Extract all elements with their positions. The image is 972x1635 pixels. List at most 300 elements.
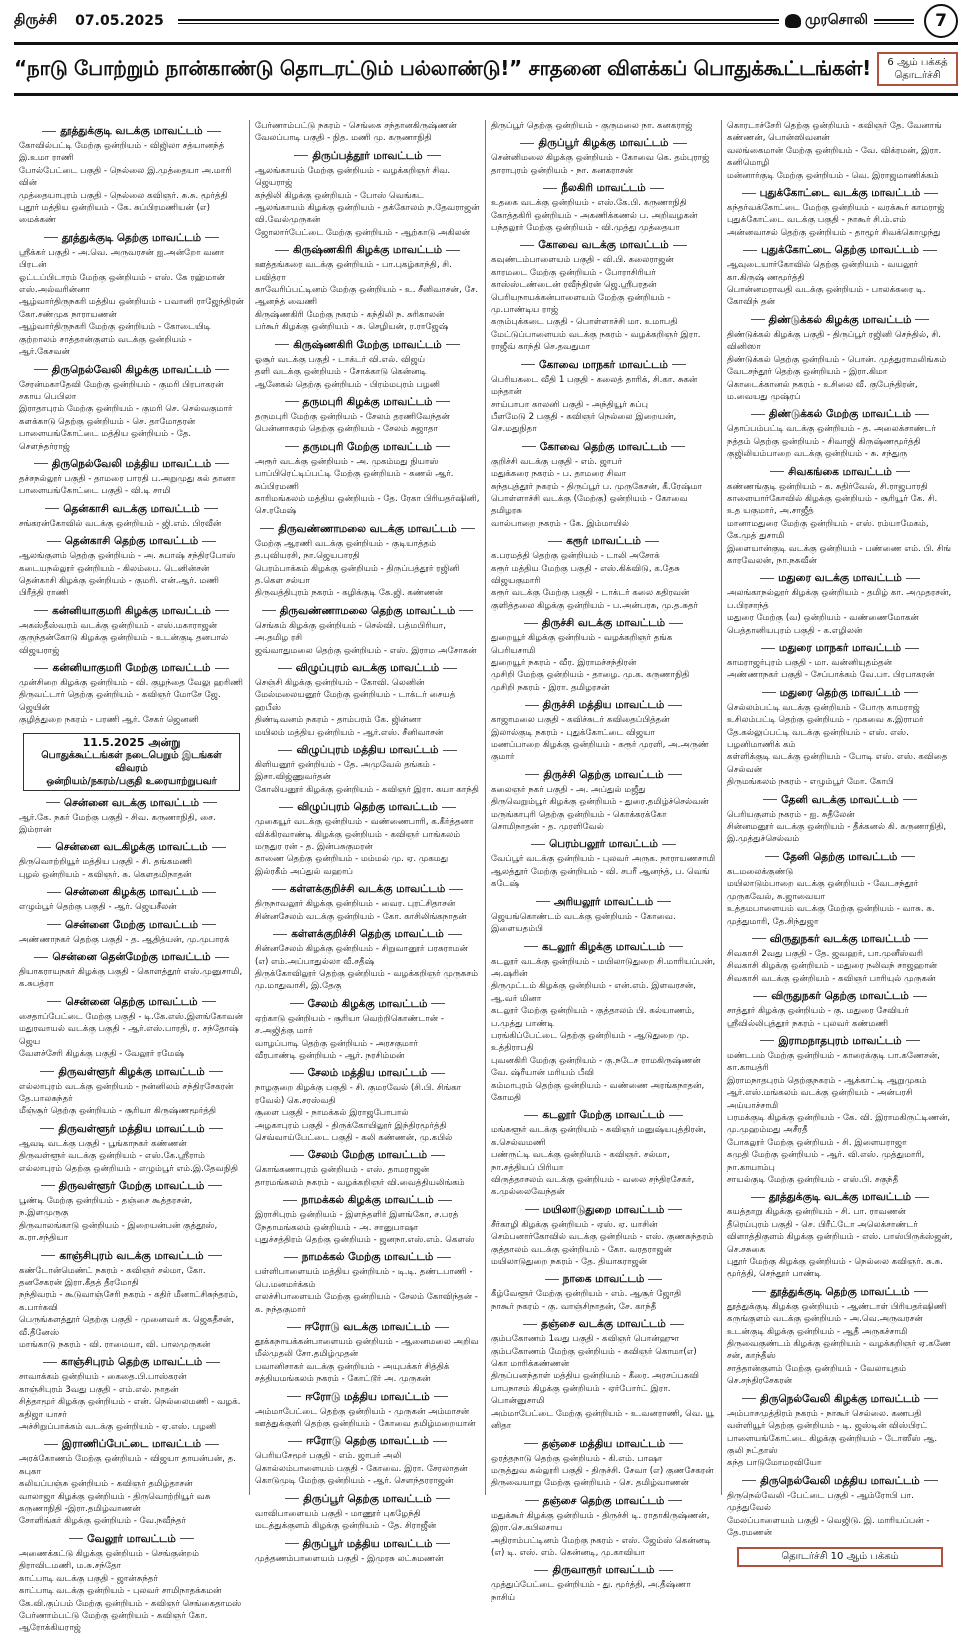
speaker-listing: பூண்டி மேற்கு ஒன்றியம் - தஞ்சை கூத்தரசன், ந.இளமுருகு — [19, 1195, 193, 1219]
masthead-rule — [178, 19, 779, 24]
speaker-listing: காட்பாடி வடக்கு ஒன்றியம் - புலவர் சாமிநாதக்கமன் — [19, 1586, 222, 1597]
district-section — [491, 120, 716, 132]
speaker-listing: குஜிலியம்பாறை வடக்கு ஒன்றியம் - சு. சந்துரு — [727, 449, 908, 460]
speaker-listing: தொப்பம்பட்டி வடக்கு ஒன்றியம் - த. அலைக்சாண்டர் — [727, 424, 936, 435]
speaker-listing: வேளச்சேரி கிழக்கு பகுதி - வேலூர் ரமேஷ் — [19, 1049, 185, 1060]
speaker-listing: கீழ்வேளூர் மேற்கு ஒன்றியம் - எம். ஆசூர் ஜோதி — [491, 1289, 682, 1300]
district-heading: சென்னை வடகிழக்கு மாவட்டம் — [19, 841, 244, 854]
district-section — [255, 998, 480, 1063]
speaker-listing: அம்மாபேட்டை மேற்கு ஒன்றியம் - உ.வனராணி, வெ. யூ னிதா — [491, 1408, 715, 1432]
columns — [14, 120, 958, 1634]
speaker-listing: அச்சிறுப்பாக்கம் வடக்கு ஒன்றியம் - ஏ.எஸ். பழனி — [19, 1422, 217, 1433]
speaker-listing: பெரியநாயக்கன்பாளையம் மேற்கு ஒன்றியம் - மு.பாண்டிய ராஜ் — [491, 292, 671, 316]
speaker-listing: திருவட்டார் தெற்கு ஒன்றியம் - கவிஞர் மோசே ஜே. ஜெயின் — [19, 690, 221, 713]
speaker-listing: திருமங்கலம் நகரம் - எழும்பூர் மோ. கோபி — [727, 777, 894, 788]
speaker-listing: பெருங்களத்தூர் தெற்கு பகுதி - முனைவர் க. ஜெகதீசன், வீ.தீனேஸ் — [19, 1315, 234, 1338]
speaker-listing: புழல் ஒன்றியம் - கவிஞர். சு. கௌதமிநாதன் — [19, 869, 192, 880]
district-heading: சென்னை கிழக்கு மாவட்டம் — [19, 886, 244, 899]
district-heading: திருச்சி வடக்கு மாவட்டம் — [491, 617, 716, 630]
speaker-listing: இலால்குடி நகரம் - புதுக்கோட்டை விஜயா — [491, 727, 655, 738]
speaker-listing: சின்னசேலம் கிழக்கு ஒன்றியம் - சிறுவானூர் பரசுராமன் (எ) எம்.அப்பாதுல்லா வீ.சதீஷ் — [255, 944, 468, 967]
speaker-listing: ஆழ்வார்திருநகரி மத்திய ஒன்றியம் - பவானி ராஜேந்திரன் கோ.சண்முக நாராயணன் — [19, 297, 244, 320]
speaker-listing: வால்பாறை நகரம் - கே. இம்மாயில் — [491, 518, 630, 529]
district-heading: ஈரோடு மத்திய மாவட்டம் — [255, 1391, 480, 1404]
speaker-listing: பவானிசாகர் வடக்கு ஒன்றியம் - அயுபக்கர் சித்திக் — [255, 1361, 450, 1372]
speaker-listing: முசிறி நகரம் - இரா. தமிழரசன் — [491, 682, 610, 693]
speaker-listing: நத்தம் தெற்கு ஒன்றியம் - சிவாஜி கிருஷ்ணமூர்த்தி — [727, 436, 921, 447]
speaker-listing: சிவகாசி கிழக்கு ஒன்றியம் - மதுரை நலிவந் சாஜஹான் — [727, 961, 938, 972]
speaker-listing: மதுரை மேற்கு (வ) ஒன்றியம் - வண்ணைமோகன் — [727, 613, 919, 624]
speaker-listing: விக்கிரவாண்டி கிழக்கு ஒன்றியம் - கவிஞர் பாங்கலம் மருதுர ரன் - த. இன்பசுகுமரன் — [255, 829, 461, 853]
district-heading: கரூர் மாவட்டம் — [491, 535, 716, 548]
speaker-listing: தருமபுரி மேற்கு ஒன்றியம் - சேலம் தரணிவேந்தன் — [255, 411, 450, 422]
speaker-listing: முத்துப்பேட்டை ஒன்றியம் - து. மூர்த்தி, அ.தீஷ்ணா நாசிய் — [491, 1580, 691, 1603]
event-notice-box — [23, 733, 240, 791]
district-heading: திருவண்ணாமலை தெற்கு மாவட்டம் — [255, 605, 480, 618]
speaker-listing: அண்ணாநகர் தெற்கு பகுதி - த. ஆதித்யன், மு.முபாரக் — [19, 934, 230, 945]
speaker-listing: வாவிபாளையம் பகுதி - மாணூர் புகழேந்தி — [255, 1508, 421, 1519]
district-section — [19, 1356, 244, 1433]
speaker-listing: சீர்காழி கிழக்கு ஒன்றியம் - ஏஸ். ஏ. யாசின் — [491, 1219, 658, 1230]
speaker-listing: குத்தாலம் வடக்கு ஒன்றியம் - கோ. வரதராஜன் — [491, 1244, 672, 1255]
speaker-listing: சோளிங்கர் கிழக்கு ஒன்றியம் - வே.நவீந்தர் — [19, 1516, 187, 1527]
speaker-listing: ஓட்டப்பிடாரம் மேற்கு ஒன்றியம் - எஸ். கே ரஹ்மான் எஸ்.அல்வரின்னா — [19, 272, 225, 296]
speaker-listing: புதூர் மேற்கு கிழக்கு ஒன்றியம் - நெல்லை கவிஞர். சு.சு. மூர்த்தி, செந்தூர் பாண்டி — [727, 1257, 943, 1280]
district-section — [19, 605, 244, 657]
district-section — [19, 535, 244, 600]
speaker-listing: பேர்ணாம்பட்டு நகரம் - செங்கை சந்தானகிருஷ்ணன் — [255, 121, 457, 131]
district-heading: திருநெல்வேலி மத்திய மாவட்டம் — [727, 1475, 953, 1488]
district-heading: தென்காசி வடக்கு மாவட்டம் — [19, 503, 244, 516]
speaker-listing: ஆலங்குளம் தெற்கு ஒன்றியம் - அ. சுபாஷ் சந்திரபோஸ் — [19, 551, 236, 562]
speaker-listing: மயிலம் மத்திய ஒன்றியம் - ஆர்.எஸ். சீனிவாசன் — [255, 727, 444, 738]
speaker-listing: கொடைக்கானல் நகரம் - உசிலை வீ. குபேந்திரன், ம.வையது முஷ்ரப் — [727, 379, 918, 402]
district-section — [727, 187, 953, 239]
district-heading: தஞ்சை வடக்கு மாவட்டம் — [491, 1318, 716, 1331]
speaker-listing: திருமுட்டம் கிழக்கு ஒன்றியம் - என்.எம். இளவரசன், ஆ.வர் மினா — [491, 981, 696, 1004]
district-section — [727, 408, 953, 460]
speaker-listing: ஆலங்காயம் மேற்கு ஒன்றியம் - வழக்கறிஞர் சிவ. ஜெயராஜ் — [255, 165, 451, 189]
speaker-listing: கும்பகோணம் மேற்கு ஒன்றியம் - கவிஞர் கொமா(எ) கொ மாரிக்கண்ணன் — [491, 1346, 697, 1370]
speaker-listing: ஆழ்வார்திருநகரி மேற்கு ஒன்றியம் - கோடையிடி குற்றாலம் சாத்தான்குளம் வடக்கு ஒன்றியம் - ஆர்.கேசவன் — [19, 322, 211, 358]
speaker-listing: பெரியகடை வீதி 1 பகுதி - கலைத் தாரிக், சி.கா. சுகன் மந்தான் — [491, 374, 698, 398]
speaker-listing: சைதாப்பேட்டை மேற்கு பகுதி - டி.கே.எஸ்.இளங்கோவன் — [19, 1011, 244, 1022]
district-heading: தூத்துக்குடி வடக்கு மாவட்டம் — [727, 1191, 953, 1204]
district-heading: விழுப்புரம் தெற்கு மாவட்டம் — [255, 801, 480, 814]
district-heading: கிருஷ்ணகிரி மேற்கு மாவட்டம் — [255, 339, 480, 352]
speaker-listing: தச்சநல்லூர் பகுதி - தாமரை பாரதி ப.அறுமுது சுல் தானா — [19, 473, 236, 484]
speaker-listing: ஆலங்காயம் கிழக்கு ஒன்றியம் - தக்கோலம் ந.தேவராஜன் வி.வேல்முருகன் — [255, 203, 480, 226]
column-2 — [250, 120, 486, 1564]
speaker-listing: ஒரத்தநாடு தெற்கு ஒன்றியம் - கி.எம். பாஷா — [491, 1453, 663, 1464]
speaker-listing: காளையார்கோவில் கிழக்கு ஒன்றியம் - சூரியூர் கே. சி. உத யகுமார், அ.சாஜீத் — [727, 493, 938, 517]
speaker-listing: சித்தாமூர் கிழக்கு ஒன்றியம் - என். நெல்லைமணி - வழக். கதிஜா யாசர் — [19, 1397, 241, 1420]
district-heading: கிருஷ்ணகிரி கிழக்கு மாவட்டம் — [255, 244, 480, 257]
speaker-listing: செங்கம் கிழக்கு ஒன்றியம் - செல்வி. பத்மபிரியா, அ.தமிழ ரசி — [255, 620, 447, 644]
district-heading: நாமக்கல் மேற்கு மாவட்டம் — [255, 1251, 480, 1264]
district-section — [491, 441, 716, 530]
speaker-listing: முத்தணம்பாளையம் பகுதி - இமுரசு லட்சுமணன் — [255, 1553, 444, 1564]
district-heading: திருப்பூர் மத்திய மாவட்டம் — [255, 1538, 480, 1551]
speaker-listing: திண்டுக்கல் தெற்கு ஒன்றியம் - பொன். முத்துராமலிங்கம் — [727, 354, 947, 365]
speaker-listing: மணப்பாறை கிழக்கு ஒன்றியம் - கரூர் முரளி, அ.அருண் குமார் — [491, 740, 709, 763]
speaker-listing: தியாகராயநகர் கிழக்கு பகுதி - கொளத்தூர் எஸ்.முனுசாமி, க.சுபத்ரா — [19, 967, 243, 990]
speaker-listing: கடமலைக்குண்டு — [727, 866, 794, 877]
district-heading: கடலூர் கிழக்கு மாவட்டம் — [491, 941, 716, 954]
district-section — [727, 990, 953, 1030]
speaker-listing: கொடுமுடி மேற்கு ஒன்றியம் - ஆர். சௌந்தரராஜன் — [255, 1476, 454, 1487]
speaker-listing: இராமநாதபுரம் தெற்குநகரம் - ஆக்காட்டி ஆறுமுகம் — [727, 1075, 927, 1086]
speaker-listing: உடன்குடி கிழக்கு ஒன்றியம் - ஆதீ அருகச்சாமி — [727, 1326, 908, 1337]
speaker-listing: கடலூர் வடக்கு ஒன்றியம் - மயிலாடுதுறை சி.மாரியப்பன், அ.ஷரின் — [491, 956, 716, 979]
speaker-listing: ஆர்.எஸ்.மங்கலம் வடக்கு ஒன்றியம் - அன்பரசி அய்யாச்சாமி — [727, 1088, 913, 1111]
speaker-listing: கருங்குளம் வடக்கு ஒன்றியம் - அ.வெ.அருவரசன் — [727, 1314, 923, 1325]
speaker-listing: காட்பாடி வடக்கு பகுதி - ஜான்சுந்தர் — [19, 1573, 158, 1584]
speaker-listing: பென்னாகரம் தெற்கு ஒன்றியம் - சேலம் சுஜாதா — [255, 424, 439, 435]
speaker-listing: பெத்தானியபுரம் பகுதி - க.எழிலன் — [727, 625, 863, 636]
district-section — [19, 1123, 244, 1175]
district-heading: கன்னியாகுமரி மேற்கு மாவட்டம் — [19, 662, 244, 675]
speaker-listing: தே.கல்லுப்பட்டி வடக்கு ஒன்றியம் - எஸ். எஸ். பழனிமாணிக் கம் — [727, 727, 909, 751]
speaker-listing: அழகாபுரம் பகுதி - திருக்கோயிலூர் இந்திரமூர்த்தி — [255, 1120, 447, 1131]
speaker-listing: திருவைகுண்டம் கிழக்கு ஒன்றியம் - வழக்கறிஞர் ஏ.கணே சன், காந்தீஸ் — [727, 1339, 951, 1362]
district-section — [727, 314, 953, 403]
notice-line2: பொதுக்கூட்டங்கள் நடைபெறும் இடங்கள் விவரம் — [41, 749, 222, 774]
district-section — [19, 1533, 244, 1635]
district-heading: திண்டுக்கல் கிழக்கு மாவட்டம் — [727, 314, 953, 327]
district-heading: சிவகங்கை மாவட்டம் — [727, 466, 953, 479]
district-heading: நீலகிரி மாவட்டம் — [491, 182, 716, 195]
speaker-listing: பெரம்பாக்கம் கிழக்கு ஒன்றியம் - திருப்பத்தூர் ரஜினி த.கெள சல்யா — [255, 563, 460, 586]
speaker-listing: கரும்புக்கடை பகுதி - பொள்ளாச்சி மா. உமாபதி — [491, 317, 678, 328]
speaker-listing: காரமடை மேற்கு ஒன்றியம் - போராசிரியர் காஸ்ஸ்டண்டைன் ரவீந்திரன் ஜெ.ஸ்ரீபரதன் — [491, 267, 657, 291]
speaker-listing: ஊத்தங்கரை வடக்கு ஒன்றியம் - பா.புகழ்காந்தி, சி. பவித்ரா — [255, 260, 452, 283]
speaker-listing: கள்ளிக்குடி வடக்கு ஒன்றியம் - போடி எஸ். எஸ். கவிதை செல்வன் — [727, 752, 948, 775]
speaker-listing: அரக்கோணம் மேற்கு ஒன்றியம் - விஜயா தாயன்பன், த. சுபுகா — [19, 1454, 236, 1477]
speaker-listing: சின்னமனூர் வடக்கு ஒன்றியம் - தீக்கனல் கி. கருணாநிதி, இ.முத்துச்செல்வம் — [727, 822, 947, 845]
speaker-listing: ஜெயங்கொண்டம் வடக்கு ஒன்றியம் - கோவை. இளையதம்பி — [491, 911, 676, 935]
speaker-listing: திருப்பனந்தாள் மத்திய ஒன்றியம் - கீரை. அரசப்பகவி — [491, 1371, 699, 1382]
speaker-listing: கவுண்டம்பாளையம் பகுதி - வி.பி. கலைராஜன் — [491, 255, 674, 266]
speaker-listing: உதகை வடக்கு ஒன்றியம் - எஸ்.கே.பி. கருணாநிதி — [491, 198, 687, 209]
district-heading: திருப்பூர் தெற்கு மாவட்டம் — [255, 1493, 480, 1506]
speaker-listing: சாயல்குடி மேற்கு ஒன்றியம் - எஸ்.பி. சகுந்தீ — [727, 1175, 899, 1185]
district-heading: கள்ளக்குறிச்சி தெற்கு மாவட்டம் — [255, 928, 480, 941]
district-section — [491, 1564, 716, 1604]
speaker-listing: போகலூர் மேற்கு ஒன்றியம் - சி. இளையராஜா — [727, 1137, 907, 1148]
speaker-listing: மேட்டுப்பாளையம் வடக்கு நகரம் - வழக்கறிஞர் இரா. ராஜீவ் காந்தி செ.தவதுமா — [491, 329, 701, 353]
speaker-listing: வேடசந்தூர் தெற்கு ஒன்றியம் - இரா.கிமா — [727, 367, 888, 378]
district-section — [255, 1435, 480, 1487]
district-heading: மதுரை தெற்கு மாவட்டம் — [727, 687, 953, 700]
speaker-listing: பெரியசேமூர் பகுதி - எம். ஜாபர் அலி — [255, 1451, 402, 1462]
district-section — [255, 1067, 480, 1144]
district-heading: சேலம் மத்திய மாவட்டம் — [255, 1067, 480, 1080]
speaker-listing: அதிராம்பட்டினம் மேற்கு நகரம் - எஸ். ஜேம்ஸ் கென்னடி (எ) டி. எஸ். எம். கென்னடி, மு.காவியா — [491, 1535, 711, 1558]
district-section — [19, 886, 244, 913]
speaker-listing: மேற்கு ஆரணி வடக்கு ஒன்றியம் - குடியாத்தம் த.புவியரசி, நா.ஜெயபாரதி — [255, 538, 437, 562]
speaker-listing: எலச்சிபாளையம் மேற்கு ஒன்றியம் - சேலம் கோவிந்தன் - க. நந்தகுமார் — [255, 1292, 478, 1315]
district-heading: சென்னை தென்மேற்கு மாவட்டம் — [19, 951, 244, 964]
speaker-listing: பேர்ணாம்பட்டு மேற்கு ஒன்றியம் - கவிஞர் கோ. ஆரோக்கியராஜ் — [19, 1610, 208, 1634]
speaker-listing: போல்பேட்டை பகுதி - நெல்லை இ.முத்தையா அ.மாரி வின் — [19, 165, 232, 189]
speaker-listing: சாய்பாபா காலனி பகுதி - அந்தியூர் சுப்பு — [491, 399, 649, 410]
speaker-listing: திருவெறும்பூர் கிழக்கு ஒன்றியம் - துரை.தமிழ்ச்செல்வன் — [491, 797, 709, 808]
speaker-listing: காவேரிப்பட்டினம் மேற்கு ஒன்றியம் - உ. சீனிவாசன், சே. ஆனந்த் வைணி — [255, 285, 479, 308]
speaker-listing: திருவள்ளூர் வடக்கு ஒன்றியம் - எஸ்.கே.ஸ்ரீராம் — [19, 1151, 205, 1162]
speaker-listing: விருத்தாசலம் வடக்கு ஒன்றியம் - வலை சந்திரசேகர், க.முல்லைவேந்தன் — [491, 1175, 695, 1198]
district-section — [255, 120, 480, 145]
speaker-listing: மயிலாடுதுறை நகரம் - தே. தியாகராஜன் — [491, 1257, 648, 1268]
district-heading: திருநெல்வேலி மத்திய மாவட்டம் — [19, 458, 244, 471]
speaker-listing: திருநெல்வேலி -பேட்டை பகுதி - ஆம்ரோபி பா. முத்துவேல் — [727, 1490, 914, 1514]
district-heading: சென்னை தெற்கு மாவட்டம் — [19, 996, 244, 1009]
district-section — [19, 503, 244, 530]
speaker-listing: திருவையாறு மேற்கு ஒன்றியம் - செ. தமிழ்வாணன் — [491, 1478, 689, 1489]
speaker-listing: காஞ்சிபுரம் 3வது பகுதி - எம்.எல். நாதன் — [19, 1384, 179, 1395]
speaker-listing: பாளையங்கோட்டை மத்திய ஒன்றியம் - தே. செளந்தர்ராஜ் — [19, 429, 192, 452]
speaker-listing: கொல்லம்பாளையம் பகுதி - கோவை. இரா. சேரலாதன் — [255, 1463, 468, 1474]
speaker-listing: சாத்தான்குளம் மேற்கு ஒன்றியம் - வேலாயுதம் செ.சந்திரசேகரன் — [727, 1363, 907, 1387]
speaker-listing: அண்ணாநகர் பகுதி - சேப்பாக்கம் வே.பா. பிரபாகரன் — [727, 670, 935, 681]
speaker-listing: அம்மாபேட்டை தெற்கு ஒன்றியம் - முருகன் அம்மாசன் — [255, 1406, 470, 1417]
district-section — [491, 617, 716, 694]
speaker-listing: மீஞ்சூர் தெற்கு ஒன்றியம் - சூரியா கிருஷ்ணமூர்த்தி — [19, 1106, 217, 1117]
speaker-listing: செஞ்சி கிழக்கு ஒன்றியம் - கோவி. லெனின் — [255, 678, 425, 688]
district-heading: திருப்பூர் கிழக்கு மாவட்டம் — [491, 137, 716, 150]
notice-line3: ஒன்றியம்/நகரம்/பகுதி உரையாற்றுபவர் — [46, 775, 217, 787]
notice-line1: 11.5.2025 அன்று — [82, 735, 181, 749]
district-section — [727, 794, 953, 846]
speaker-listing: மருங்காபுரி தெற்கு ஒன்றியம் - கொக்கரக்கோ சொமிநாதன் - த. முரளிவேல் — [491, 809, 667, 833]
speaker-listing: களக்காடு தெற்கு ஒன்றியம் - செ. தாமோதரன் — [19, 416, 196, 427]
speaker-listing: சாவாக்கம் ஒன்றியம் - கைதை.பி.பாஸ்கரன் — [19, 1372, 187, 1383]
speaker-listing: அணைக்கட்டு கிழக்கு ஒன்றியம் - செங்குன்றம் திராவிடமணி, ம.சு.சந்தோ — [19, 1548, 200, 1572]
speaker-listing: ஆவுடையார்கோவில் தெற்கு ஒன்றியம் - வயலூர் கா.கிருஷ் ணமூர்த்தி — [727, 260, 918, 283]
speaker-listing: மானாமதுரை மேற்கு ஒன்றியம் - எஸ். ரம்யாமேகம், கே.முத் துசாமி — [727, 518, 929, 542]
district-section — [19, 125, 244, 227]
speaker-listing: எழும்பூர் தெற்கு பகுதி - ஆர். ஜெயசீலன் — [19, 902, 177, 913]
district-section — [255, 1493, 480, 1533]
district-section — [255, 339, 480, 391]
district-section — [255, 244, 480, 333]
district-section — [19, 996, 244, 1061]
district-section — [255, 928, 480, 993]
speaker-listing: கொரடாச்சேரி தெற்கு ஒன்றியம் - கவிஞர் தே. வேனாங் கண்ணன், பொன்ஸிவனன் — [727, 121, 942, 144]
district-heading: திருவாரூர் மாவட்டம் — [491, 1564, 716, 1577]
district-heading: கோவை தெற்கு மாவட்டம் — [491, 441, 716, 454]
district-heading: திருவள்ளூர் கிழக்கு மாவட்டம் — [19, 1066, 244, 1079]
speaker-listing: மங்களூர் வடக்கு ஒன்றியம் - கவிஞர் மனுஷ்யபுத்திரன், க.செல்வமணி — [491, 1125, 707, 1148]
district-heading: திருச்சி தெற்கு மாவட்டம் — [491, 769, 716, 782]
speaker-listing: ஓசூர் வடக்கு பகுதி - டாக்டர் வி.எல். விஜய் — [255, 354, 426, 365]
district-section — [727, 1191, 953, 1280]
speaker-listing: அரூர் வடக்கு ஒன்றியம் - அ. முகம்மது நியாஸ் — [255, 456, 439, 467]
district-section — [491, 239, 716, 353]
district-heading: சென்னை வடக்கு மாவட்டம் — [19, 797, 244, 810]
district-heading: திருநெல்வேலி கிழக்கு மாவட்டம் — [19, 364, 244, 377]
district-section — [491, 941, 716, 1105]
district-section — [255, 605, 480, 657]
speaker-listing: புதுச்சத்திரம் தெற்கு ஒன்றியம் - ஜனநா.எஸ்.எம். கௌஸ் — [255, 1235, 475, 1245]
district-section — [255, 1321, 480, 1386]
district-section — [727, 1286, 953, 1388]
district-heading: விழுப்புரம் மத்திய மாவட்டம் — [255, 744, 480, 757]
speaker-listing: கொங்கணாபுரம் ஒன்றியம் - எஸ். தாமராஜன் — [255, 1165, 430, 1176]
district-heading: தருமபுரி மேற்கு மாவட்டம் — [255, 441, 480, 454]
speaker-listing: ஆர்.கே. நகர் மேற்கு பகுதி - சிவ. கருணாநிதி, சை. இம்ரான் — [19, 812, 216, 836]
speaker-listing: முகையூர் வடக்கு ஒன்றியம் - வண்ணைபாரி, க.கீர்த்தனா — [255, 817, 474, 828]
district-section — [19, 364, 244, 453]
speaker-listing: தூக்கநாயக்கன்பாளையம் ஒன்றியம் - ஆனைமலை அறிவ மீல்முதலி சோ.தமிழ்முதன் — [255, 1337, 479, 1360]
speaker-listing: நாகூர் நகரம் - கு. வாஞ்சிநாதன், சே. காந்தீ — [491, 1301, 657, 1312]
speaker-listing: வேப்பூர் வடக்கு ஒன்றியம் - புலவர் அருக. நாராயணசாமி — [491, 854, 716, 865]
district-section — [491, 1495, 716, 1560]
speaker-listing: மதுக்கரை நகரம் - ப. தாமரை சிவா — [491, 469, 627, 480]
district-section — [19, 1180, 244, 1245]
speaker-listing: வேலப்பாடி பகுதி - நித. மணி மு. கருணாநிதி — [255, 133, 432, 144]
district-heading: விழுப்புரம் வடக்கு மாவட்டம் — [255, 662, 480, 675]
speaker-listing: குறிச்சி வடக்கு பகுதி - எம். ஜாபர் — [491, 456, 623, 467]
district-section — [255, 1391, 480, 1431]
district-heading: திருவண்ணாமலை வடக்கு மாவட்டம் — [255, 523, 480, 536]
speaker-listing: குழித்துறை நகரம் - பரணி ஆர். சேகர் ஜெனனி — [19, 715, 199, 726]
paper-name: முரசொலி — [805, 12, 868, 28]
speaker-listing: குருந்தன்கோடு கிழக்கு ஒன்றியம் - உடன்குடி தனபால் விஜயராஜ் — [19, 633, 229, 656]
district-section — [491, 838, 716, 890]
district-section — [727, 1475, 953, 1540]
speaker-listing: ஏற்காடு ஒன்றியம் - சூரியா வெற்றிகொண்டான் - ச.அஜித்கு மார் — [255, 1013, 444, 1037]
district-heading: கோவை மாநகர் மாவட்டம் — [491, 359, 716, 372]
speaker-listing: பீளமேடு 2 பகுதி - கவிஞர் நெல்லை இறையன், செ.மதுநிதா — [491, 411, 677, 435]
district-section — [19, 797, 244, 837]
speaker-listing: புவனகிரி மேற்கு ஒன்றியம் - கு.நடேச ராமகிருஷ்ணன் வே. ஷ்ரீயான் மரியம் பீவி — [491, 1055, 701, 1079]
headline-banner — [14, 42, 958, 96]
district-heading: நாமக்கல் கிழக்கு மாவட்டம் — [255, 1194, 480, 1207]
district-heading: சேலம் கிழக்கு மாவட்டம் — [255, 998, 480, 1011]
district-heading: தூத்துக்குடி வடக்கு மாவட்டம் — [19, 125, 244, 138]
district-heading: புதுக்கோட்டை தெற்கு மாவட்டம் — [727, 244, 953, 257]
district-heading: தேனி வடக்கு மாவட்டம் — [727, 794, 953, 807]
district-section — [491, 896, 716, 936]
speaker-listing: எல்லாபுரம் வடக்கு ஒன்றியம் - நன்னிலம் சந்திரசேகரன் தே.பாலசுந்தர் — [19, 1081, 234, 1104]
speaker-listing: காஜாமலை பகுதி - கவிச்சுடர் கவிதைப்பித்தன் — [491, 715, 670, 726]
speaker-listing: தூத்துக்குடி கிழக்கு ஒன்றியம் - ஆண்டாள் பிரியதர்ஷிணி — [727, 1301, 947, 1312]
speaker-listing: அன்னவாசல் தெற்கு ஒன்றியம் - தாழூர் சிவக்கொழுந்து — [727, 227, 941, 238]
speaker-listing: நந்திவரம் - கூடுவாஞ்சேரி நகரம் - கதிர் மீனாட்சிசுந்தரம், க.பார்கவி — [19, 1290, 239, 1313]
speaker-listing: சூளை பகுதி - நாமக்கல் இராஜபோபால் — [255, 1108, 409, 1119]
district-heading: மதுரை வடக்கு மாவட்டம் — [727, 572, 953, 585]
district-heading: திருவள்ளூர் மேற்கு மாவட்டம் — [19, 1180, 244, 1193]
continued-to-box: தொடர்ச்சி 10 ஆம் பக்கம் — [737, 1547, 943, 1567]
district-section — [491, 535, 716, 612]
district-heading: கன்னியாகுமரி கிழக்கு மாவட்டம் — [19, 605, 244, 618]
speaker-listing: கரூர் மத்திய மேற்கு பகுதி - எஸ்.கிக்விடு, க.தேசு விஜயகுமாரி — [491, 563, 680, 586]
speaker-listing: பாப்பிரெட்டிப்பட்டி மேற்கு ஒன்றியம் - கணல் ஆர். சுப்பிரமணி — [255, 469, 454, 492]
district-section — [491, 1109, 716, 1198]
speaker-listing: ஆவடி வடக்கு பகுதி - பூங்காநகர் கண்ணன் — [19, 1138, 187, 1149]
speaker-listing: சங்கரன்கோவில் வடக்கு ஒன்றியம் - ஜி.எம். பிரவீன் — [19, 518, 222, 529]
speaker-listing: புதூர் மத்திய ஒன்றியம் - கே. சுப்பிரமணியன் (எ) மைக்கண் — [19, 203, 210, 226]
headline: “நாடு போற்றும் நான்காண்டு தொடரட்டும் பல்லாண்டு!” சாதனை விளக்கப் பொதுக்கூட்டங்கள்! — [14, 55, 872, 80]
speaker-listing: காணை தெற்கு ஒன்றியம் - மம்மல் மு. ஏ. முகமது இல்ரகீம் அப்துல் வஹாப் — [255, 854, 449, 877]
page-number: 7 — [924, 4, 958, 38]
speaker-listing: பண்ருட்டி வடக்கு ஒன்றியம் - கவிஞர். சல்மா, நா.சத்தியப் பிரியா — [491, 1150, 670, 1173]
district-heading: திண்டுக்கல் மேற்கு மாவட்டம் — [727, 408, 953, 421]
speaker-listing: பள்ளிபாளையம் மத்திய ஒன்றியம் - டி.டி. தண்டபாணி - பெ.மனமர்க்கம் — [255, 1267, 473, 1290]
speaker-listing: வாழப்பாடி தெற்கு ஒன்றியம் - அரசகுமார் — [255, 1038, 418, 1049]
district-heading: தென்காசி தெற்கு மாவட்டம் — [19, 535, 244, 548]
district-section — [19, 841, 244, 881]
speaker-listing: மன்னார்குடி மேற்கு ஒன்றியம் - வெ. இராஜமாணிக்கம் — [727, 170, 939, 181]
speaker-listing: அகஸ்தீஸ்வரம் வடக்கு ஒன்றியம் - எஸ்.மகாராஜன் — [19, 620, 218, 631]
speaker-listing: சிவகாசி வடக்கு ஒன்றியம் - கவிஞர் பாரியுல் முருகன் — [727, 973, 936, 984]
column-1 — [14, 120, 250, 1634]
district-heading: திருநெல்வேலி கிழக்கு மாவட்டம் — [727, 1393, 953, 1406]
speaker-listing: கடலூர் மேற்கு ஒன்றியம் - குத்தாலம் பி. கல்யாணம், ப.முத்து பாண்டி — [491, 1006, 695, 1029]
district-section — [255, 744, 480, 796]
speaker-listing: கந்திலி கிழக்கு ஒன்றியம் - போஸ் வெங்கட — [255, 190, 424, 201]
district-heading: கடலூர் மேற்கு மாவட்டம் — [491, 1109, 716, 1122]
district-heading: திருப்பத்தூர் மாவட்டம் — [255, 150, 480, 163]
speaker-listing: திருவாலங்காடு ஒன்றியம் - இறையன்பன் குத்தூஸ், க.ரா.சந்தியா — [19, 1220, 218, 1244]
speaker-listing: தளி வடக்கு ஒன்றியம் - சோக்காடு கென்னடி — [255, 367, 427, 378]
speaker-listing: கலியப்பஞ்சு ஒன்றியம் - கவிஞர் தமிழ்தாசன் — [19, 1479, 193, 1490]
speaker-listing: ஸ்ரீக்கர் பகுதி - அ.வெ. அருவரசன் ஐ.அன்றோ வனா பிரடன் — [19, 247, 225, 271]
speaker-listing: திருவத்திபுரம் நகரம் - கழிக்குடி கே.ஜி. கண்ணன் — [255, 588, 444, 599]
speaker-listing: சின்னசேலம் வடக்கு ஒன்றியம் - கோ. காசிலிங்கநாதன் — [255, 911, 467, 922]
date-label: 07.05.2025 — [75, 13, 164, 29]
speaker-listing: ஆனேகல் தெற்கு ஒன்றியம் - பிரம்மபுரம் பழனி — [255, 379, 441, 390]
speaker-listing: பாளையங்கோட்டை பகுதி - வி.டி சாமி — [19, 486, 171, 497]
speaker-listing: உத்தமபாளையம் வடக்கு மேற்கு ஒன்றியம் - வாசு. சு. முத்துமாரி, தே.சிந்துஜா — [727, 904, 935, 927]
speaker-listing: பொன்னமராவதி வடக்கு ஒன்றியம் - பாலக்கரை டி. கோவிந் தன் — [727, 285, 926, 308]
speaker-listing: பொள்ளாச்சி வடக்கு (மேற்கு) ஒன்றியம் - கோவை தமிழரசு — [491, 493, 688, 517]
district-section — [255, 441, 480, 518]
speaker-listing: அம்பாசமுத்திரம் நகரம் - நாகூர் செல்லை. கணபதி — [727, 1408, 922, 1419]
speaker-listing: துறையூர் நகரம் - வீர. இராமச்சந்திரன் — [491, 658, 637, 668]
speaker-listing: க.பரமத்தி தெற்கு ஒன்றியம் - டாலி அசோக் — [491, 551, 660, 562]
speaker-listing: கமுதி மேற்கு ஒன்றியம் - ஆர். வி.எஸ். முத்துமாரி, நா.காயாம்பு — [727, 1150, 925, 1173]
district-section — [255, 662, 480, 739]
district-heading: ஈரோடு வடக்கு மாவட்டம் — [255, 1321, 480, 1334]
speaker-listing: திருக்கோவிலூர் தெற்கு ஒன்றியம் - வழக்கறிஞர் முருகசம் மு.மாதுவாசி, இ.தேகு — [255, 968, 478, 992]
district-heading: காஞ்சிபுரம் வடக்கு மாவட்டம் — [19, 1250, 244, 1263]
district-section — [255, 801, 480, 878]
district-heading: தேனி தெற்கு மாவட்டம் — [727, 851, 953, 864]
speaker-listing: திருப்பூர் தெற்கு ஒன்றியம் - குருமலை நா. கனகராஜ் — [491, 121, 693, 131]
speaker-listing: கோத்தகிரி ஒன்றியம் - அகணிக்கணல் ப. அறிவழகன் — [491, 210, 698, 221]
speaker-listing: இளையான்குடி வடக்கு ஒன்றியம் - பண்ணை எம். பி. சிங் காரவேலன், நா.நகவீன் — [727, 543, 952, 566]
district-heading: மதுரை மாநகர் மாவட்டம் — [727, 642, 953, 655]
speaker-listing: மயிலாடும்பாறை வடக்கு ஒன்றியம் - வேடசந்தூர் முருகவேல், சு.ஜாவையா — [727, 879, 919, 902]
speaker-listing: ஸ்ரீவில்லிபுத்தூர் நகரம் - புலவர் கண்மணி — [727, 1018, 889, 1029]
continued-from-box: 6 ஆம் பக்கத் தொடர்ச்சி — [877, 52, 958, 86]
district-section — [727, 851, 953, 928]
speaker-listing: மேல்மலையனூர் மேற்கு ஒன்றியம் - டாக்டர் சையத் ஹபீஸ் — [255, 690, 456, 713]
district-heading: பெரம்பலூர் மாவட்டம் — [491, 838, 716, 851]
speaker-listing: செவ்வாய்பேட்டை பகுதி - கலி கண்ணன், மு.கபில் — [255, 1132, 453, 1143]
speaker-listing: திருநாவலூர் கிழக்கு ஒன்றியம் - வைர. புரட்சிதாசன் — [255, 899, 456, 910]
speaker-listing: செல்லம்பட்டி வடக்கு ஒன்றியம் - போரு காமராஜ் — [727, 702, 920, 713]
speaker-listing: கும்பகோணம் 1வது பகுதி - கவிஞர் பொன்ஹுா — [491, 1334, 680, 1345]
speaker-listing: தீரெய்புரம் பகுதி - செ. பிரீட்டோ அலெக்சாண்டர் — [727, 1219, 918, 1230]
speaker-listing: மாங்காடு நகரம் - வி. ராமையா, வி. பாலமுருகன் — [19, 1340, 211, 1350]
speaker-listing: கண்டோன்மெண்ட் நகரம் - கவிஞர் சல்மா, கோ. தனசேகரன் இரா.கீதத் தீரமோதி — [19, 1265, 206, 1288]
speaker-listing: வள்ளியூர் தெற்கு ஒன்றியம் - டி. ஜஸ்டின் விஸ்பிரட் — [727, 1421, 928, 1432]
speaker-listing: பந்தலூர் மேற்கு ஒன்றியம் - வி.முத்து முத்தையா — [491, 223, 680, 234]
speaker-listing: கண்ணங்குடி ஒன்றியம் - க. சுதிர்வேல், சி.ராஜபாரதி — [727, 481, 928, 492]
